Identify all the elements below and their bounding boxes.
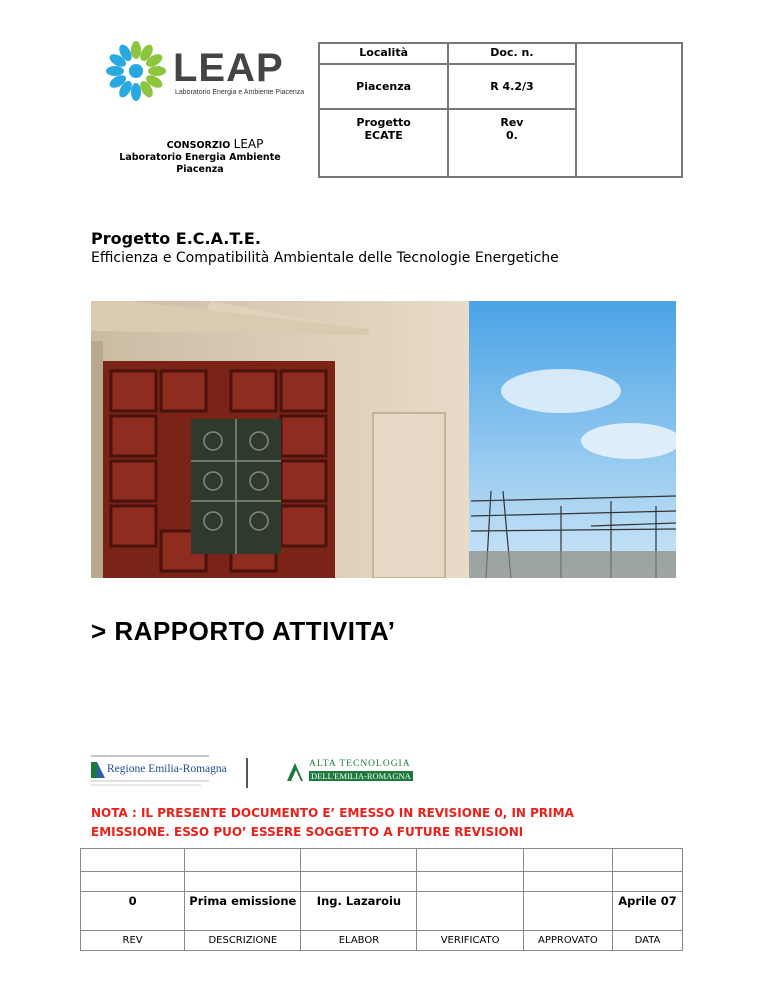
rev-elabor: Ing. Lazaroiu (301, 892, 417, 931)
document-info-table (318, 42, 683, 178)
header-rev: REV (81, 931, 185, 951)
alta-logo-line1: ALTA TECNOLOGIA (309, 759, 411, 769)
rev-verificato (417, 892, 523, 931)
alta-tecnologia-icon (285, 761, 307, 783)
regione-logo-text: Regione Emilia-Romagna (107, 763, 227, 775)
header-approvato: APPROVATO (523, 931, 612, 951)
rev-descrizione: Prima emissione (185, 892, 301, 931)
header-descrizione: DESCRIZIONE (185, 931, 301, 951)
main-heading: > RAPPORTO ATTIVITA’ (91, 616, 396, 646)
leap-logo-text: LEAP (173, 46, 284, 90)
rev-cell (448, 109, 575, 177)
cover-photo (91, 301, 676, 578)
progetto-label: Progetto (356, 115, 411, 129)
leap-logo (105, 40, 305, 102)
leap-logo-subtitle: Laboratorio Energia e Ambiente Piacenza (175, 89, 305, 96)
leap-sunflower-icon (105, 40, 167, 102)
header-verificato: VERIFICATO (417, 931, 523, 951)
revision-table-empty-row (81, 849, 683, 872)
logo-divider (246, 758, 248, 788)
progetto-cell (319, 109, 448, 177)
header-data: DATA (613, 931, 683, 951)
rev-approvato (523, 892, 612, 931)
consorzio-line (115, 138, 315, 152)
regione-emilia-romagna-logo (91, 753, 236, 793)
rev-data: Aprile 07 (613, 892, 683, 931)
alta-tecnologia-logo (285, 759, 430, 785)
revision-table (80, 848, 683, 951)
consorzio-label: CONSORZIO (166, 140, 231, 151)
localita-value: Piacenza (319, 64, 448, 109)
document-subtitle: Efficienza e Compatibilità Ambientale delle Tecnologie Energetiche (91, 250, 559, 266)
revision-note-line1: NOTA : IL PRESENTE DOCUMENTO E’ EMESSO IN REVISIONE 0, IN PRIMA (91, 806, 574, 820)
rev-value: 0. (506, 128, 518, 142)
doc-value: R 4.2/3 (448, 64, 575, 109)
consorzio-line3: Piacenza (176, 164, 224, 175)
revision-note (91, 804, 671, 842)
document-title: Progetto E.C.A.T.E. (91, 229, 261, 248)
revision-table-empty-row (81, 872, 683, 892)
consorzio-subtitle (95, 152, 305, 176)
building-and-pylons-image (91, 301, 676, 578)
rev-label: Rev (500, 115, 524, 129)
revision-table-header-row (81, 931, 683, 951)
doc-label: Doc. n. (448, 43, 575, 64)
empty-cell (576, 43, 682, 177)
consorzio-line2: Laboratorio Energia Ambiente (119, 152, 281, 163)
rev-number: 0 (81, 892, 185, 931)
revision-note-line2: EMISSIONE. ESSO PUO’ ESSERE SOGGETTO A FUTURE REVISIONI (91, 825, 524, 839)
header-elabor: ELABOR (301, 931, 417, 951)
localita-label: Località (319, 43, 448, 64)
consorzio-name: LEAP (233, 137, 264, 151)
revision-table-row (81, 892, 683, 931)
alta-logo-line2: DELL'EMILIA-ROMAGNA (311, 771, 411, 781)
progetto-value: ECATE (364, 128, 403, 142)
